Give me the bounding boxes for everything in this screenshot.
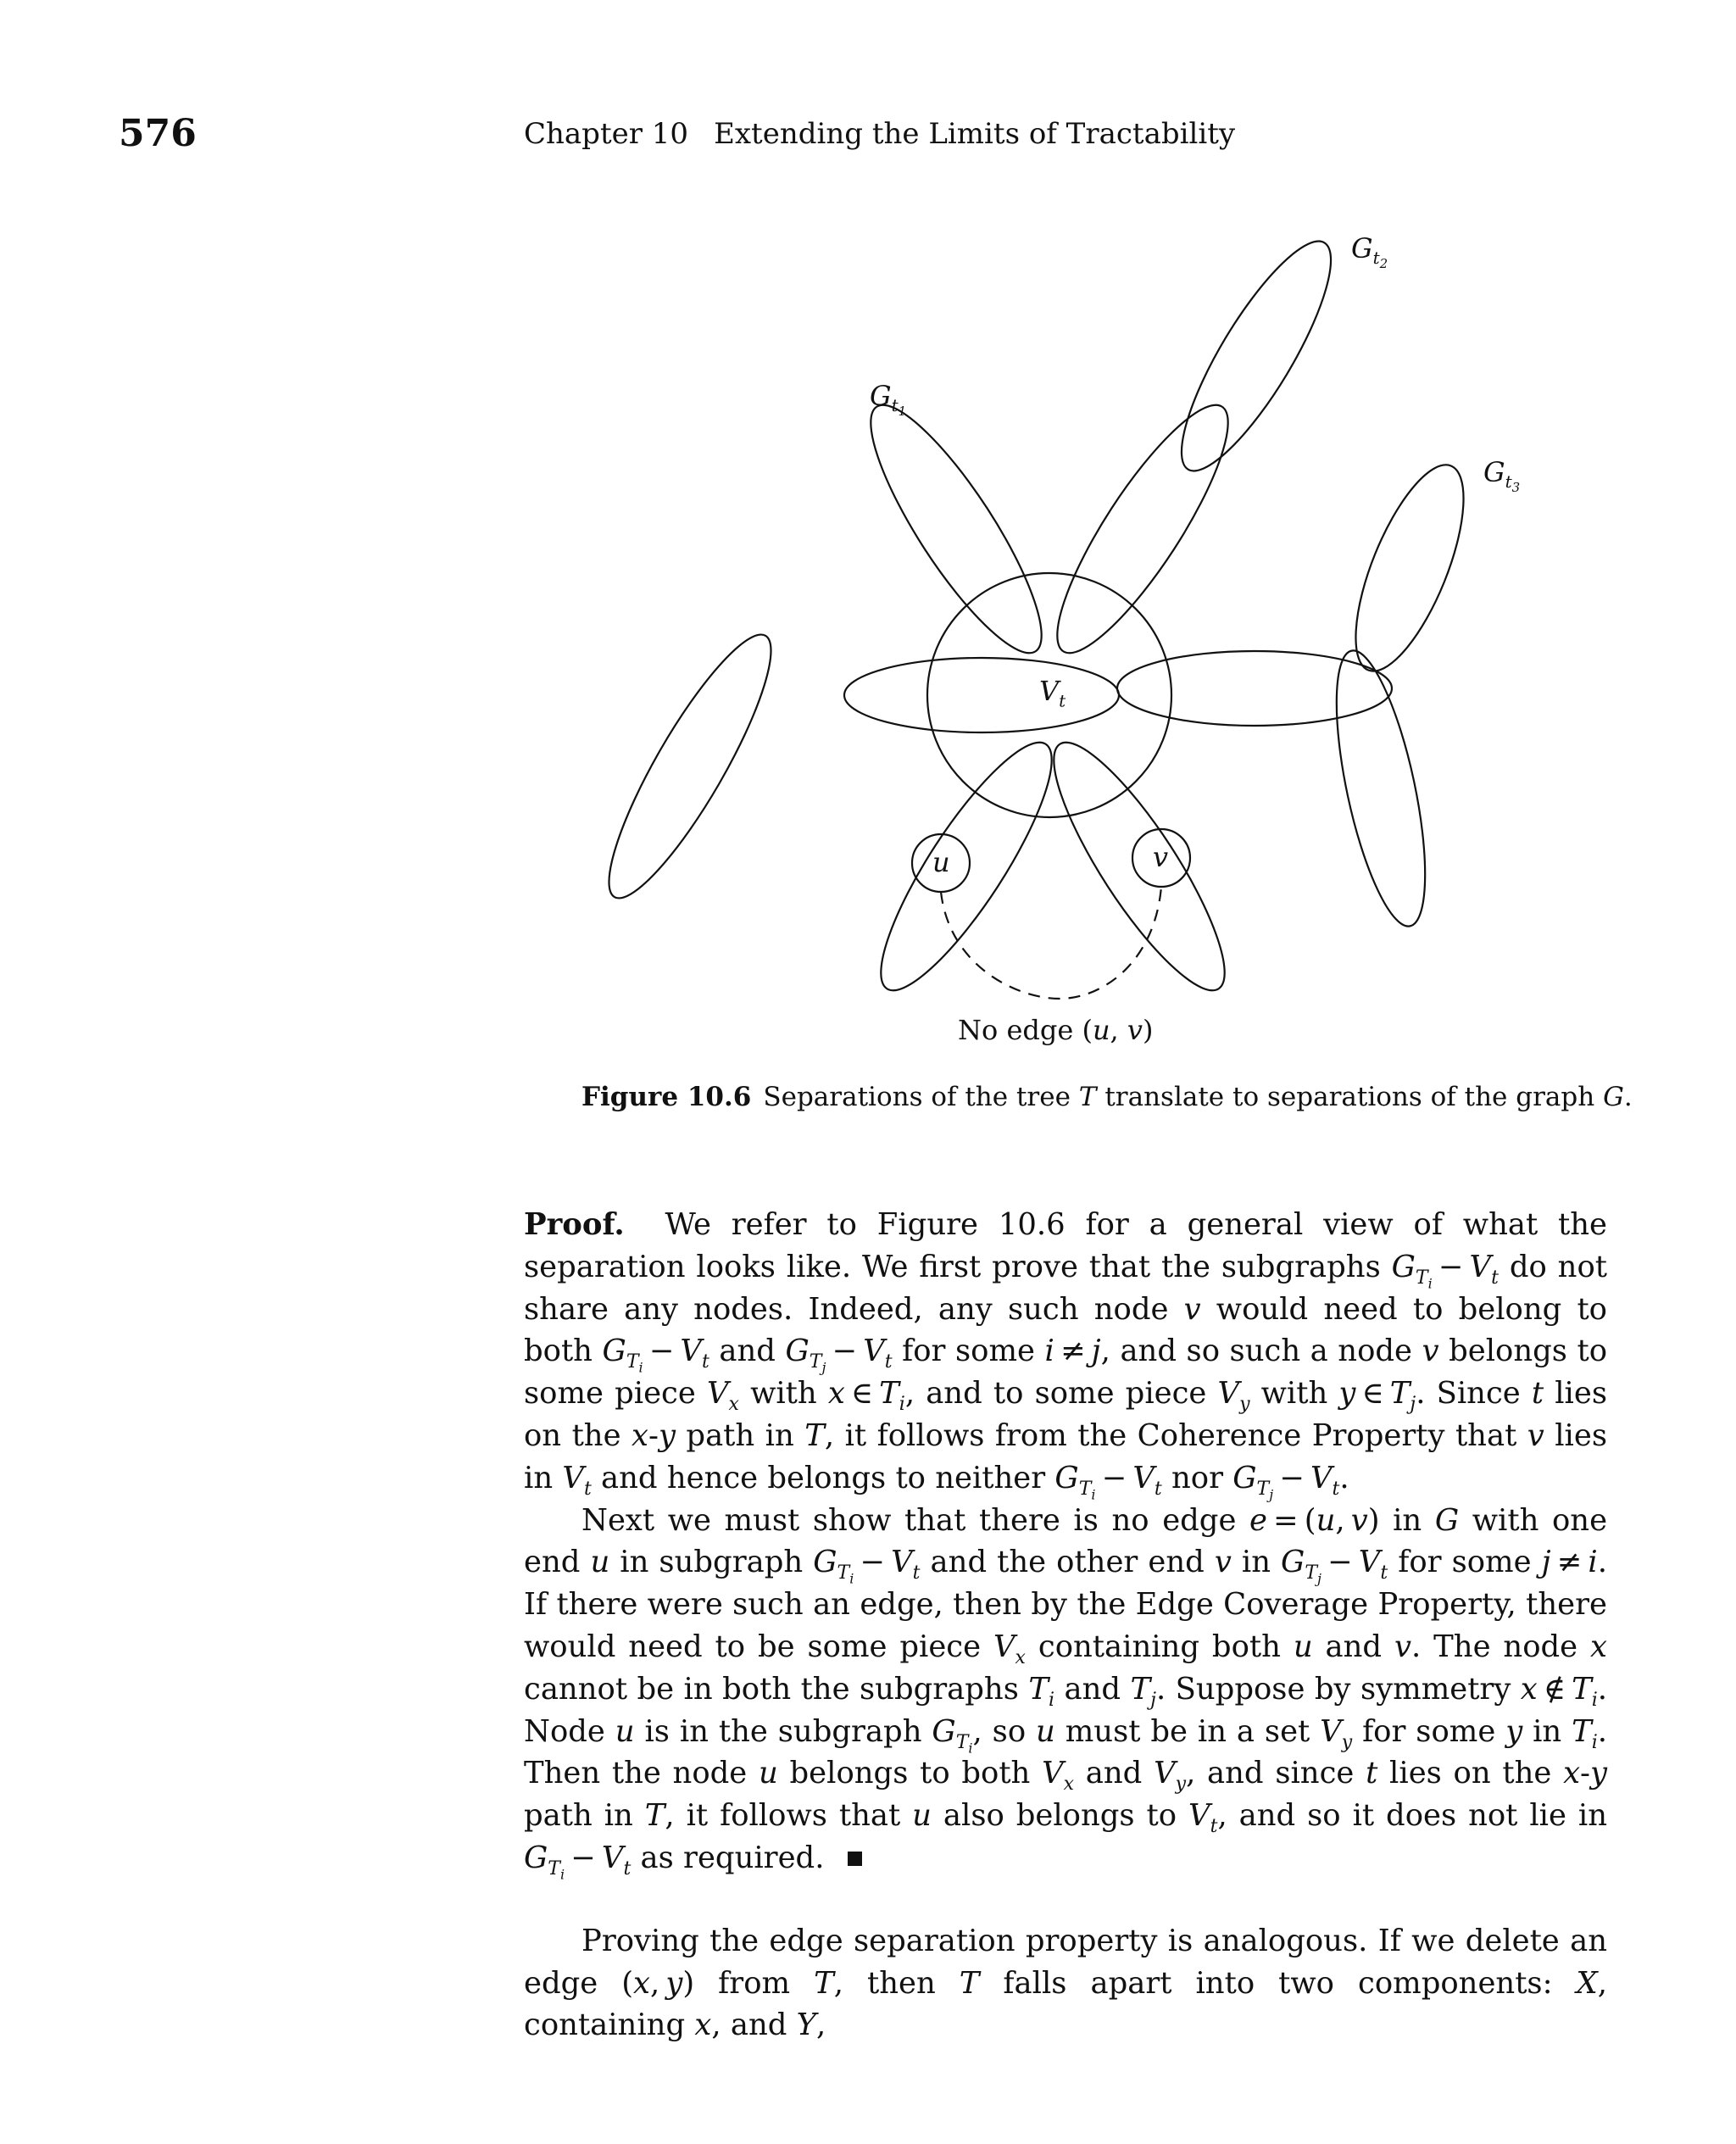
no-edge-label: No edge (u, v) [958,1014,1154,1046]
gt2-label: $G_{t_2}$ [1351,232,1388,272]
ellipse-right-horizontal [1117,651,1392,726]
gt3-label: $G_{t_3}$ [1483,456,1521,496]
chapter-number: Chapter 10 [524,117,689,151]
qed-square-icon [848,1852,862,1866]
edge-paragraph: Next we must show that there is no edge e = (u, v) in G with one end u in subgraph $G_{T_i} - V_t$ and the other end v in $G_{T_j} - V_t$ for some j ≠ i. If there were such an edge, then by the Edge Coverage Property, there would need to be some piece $V_x$ containing both u and v. The node x cannot be in both the subgraphs $T_i$ and $T_j$. Suppose by symmetry x ∉ $T_i$. Node u is in the subgraph $G_{T_i}$, so u must be in a set $V_y$ for some y in $T_i$. Then the node u belongs to both $V_x$ and $V_y$, and since t lies on the x-y path in T, it follows that u also belongs to $V_t$, and so it does not lie in $G_{T_i} - V_t$ as required. [524,1502,1608,1883]
no-edge-dashed-arc [941,887,1161,999]
ellipse-gt3-lower [1318,643,1443,933]
node-u-label: u [932,846,950,878]
node-v-label: v [1153,841,1169,873]
figure-caption: Figure 10.6 Separations of the tree T translate to separations of the graph G. [581,1082,1633,1112]
gt1-label: $G_{t_1}$ [870,380,907,420]
body-text [524,1204,1607,2047]
page-number: 576 [119,112,197,155]
ellipse-u-piece [855,724,1077,1009]
ellipse-gt2-upper [1158,225,1355,488]
ellipse-gt3-upper [1334,452,1486,684]
ellipse-left-horizontal [844,658,1119,732]
edge-separation-paragraph: Proving the edge separation property is analogous. If we delete an edge (x, y) from T, then T falls apart into two components: X, containing x, and Y, [524,1923,1607,2043]
ellipse-v-piece [1028,724,1249,1009]
proof-paragraph: Proof. We refer to Figure 10.6 for a general view of what the separation looks like. We first prove that the subgraphs $G_{T_i} - V_t$ do not share any nodes. Indeed, any such node v would need to belong to both $G_{T_i} - V_t$ and $G_{T_j} - V_t$ for some i ≠ j, and so such a node v belongs to some piece $V_x$ with x ∈ $T_i$, and to some piece $V_y$ with y ∈ $T_j$. Since t lies on the x-y path in T, it follows from the Coherence Property that v lies in $V_t$ and hence belongs to neither $G_{T_i} - V_t$ nor $G_{T_j} - V_t$. [524,1207,1608,1503]
chapter-title: Extending the Limits of Tractability [714,117,1236,151]
ellipse-gt2-lower [1032,387,1253,671]
ellipse-gt1 [845,387,1066,671]
vt-label: $V_t$ [1039,675,1066,711]
ellipse-left-diagonal [585,619,794,914]
